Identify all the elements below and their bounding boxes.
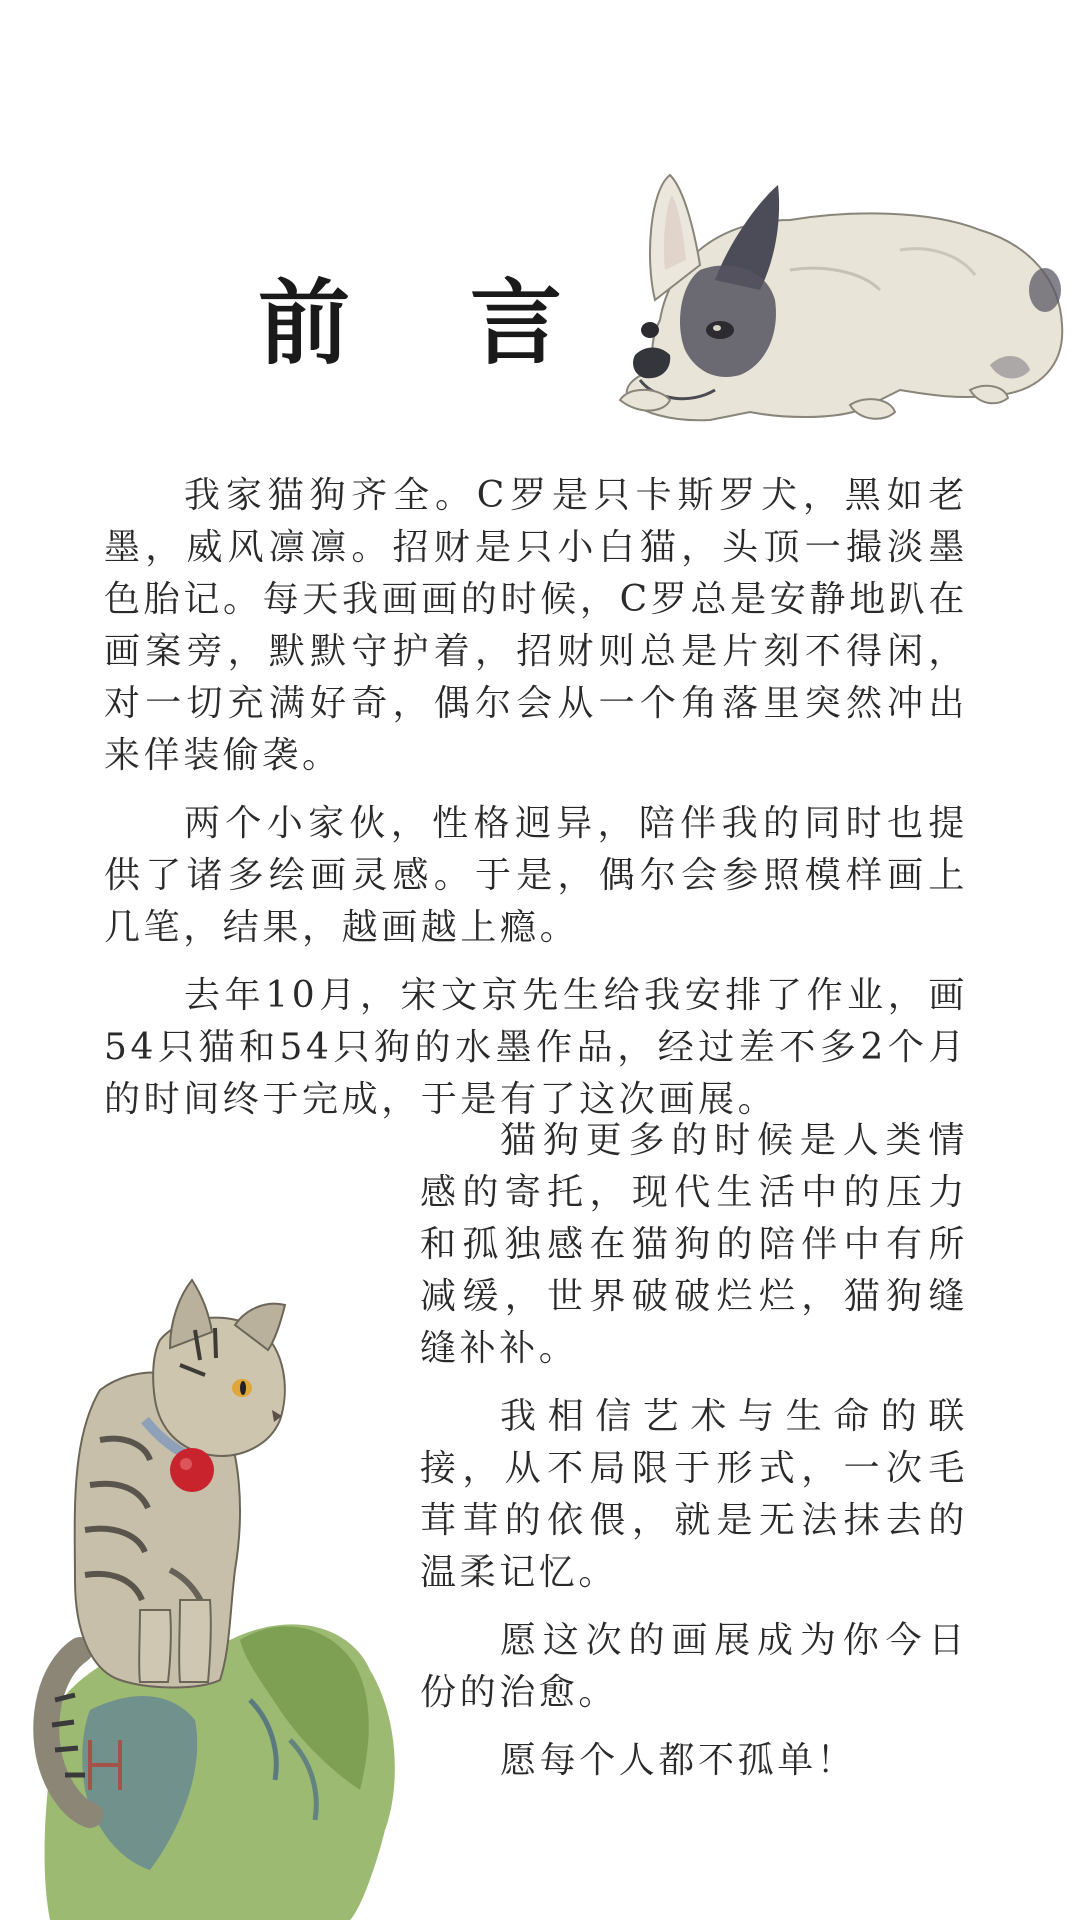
paragraph-5: 我相信艺术与生命的联接，从不局限于形式，一次毛茸茸的依偎，就是无法抹去的温柔记忆。 xyxy=(420,1396,968,1593)
bulldog-illustration-icon xyxy=(600,150,1070,450)
paragraph-7: 愿每个人都不孤单！ xyxy=(500,1740,857,1781)
paragraph-3: 去年10月，宋文京先生给我安排了作业，画54只猫和54只狗的水墨作品，经过差不多2个月的时间终于完成，于是有了这次画展。 xyxy=(104,975,968,1120)
foreword-main-text xyxy=(104,470,968,1142)
foreword-side-text xyxy=(420,1115,968,1803)
paragraph-4: 猫狗更多的时候是人类情感的寄托，现代生活中的压力和孤独感在猫狗的陪伴中有所减缓，世界破破烂烂，猫狗缝缝补补。 xyxy=(420,1120,968,1369)
paragraph-1: 我家猫狗齐全。C罗是只卡斯罗犬，黑如老墨，威风凛凛。招财是只小白猫，头顶一撮淡墨色胎记。每天我画画的时候，C罗总是安静地趴在画案旁，默默守护着，招财则总是片刻不得闲，对一切充满好奇，偶尔会从一个角落里突然冲出来佯装偷袭。 xyxy=(104,475,968,776)
tabby-cat-illustration-icon xyxy=(30,1270,430,1920)
paragraph-6: 愿这次的画展成为你今日份的治愈。 xyxy=(420,1620,968,1713)
title-char-1: 前 xyxy=(257,269,350,377)
title-char-2: 言 xyxy=(470,269,563,377)
paragraph-2: 两个小家伙，性格迥异，陪伴我的同时也提供了诸多绘画灵感。于是，偶尔会参照模样画上几笔，结果，越画越上瘾。 xyxy=(104,803,968,948)
